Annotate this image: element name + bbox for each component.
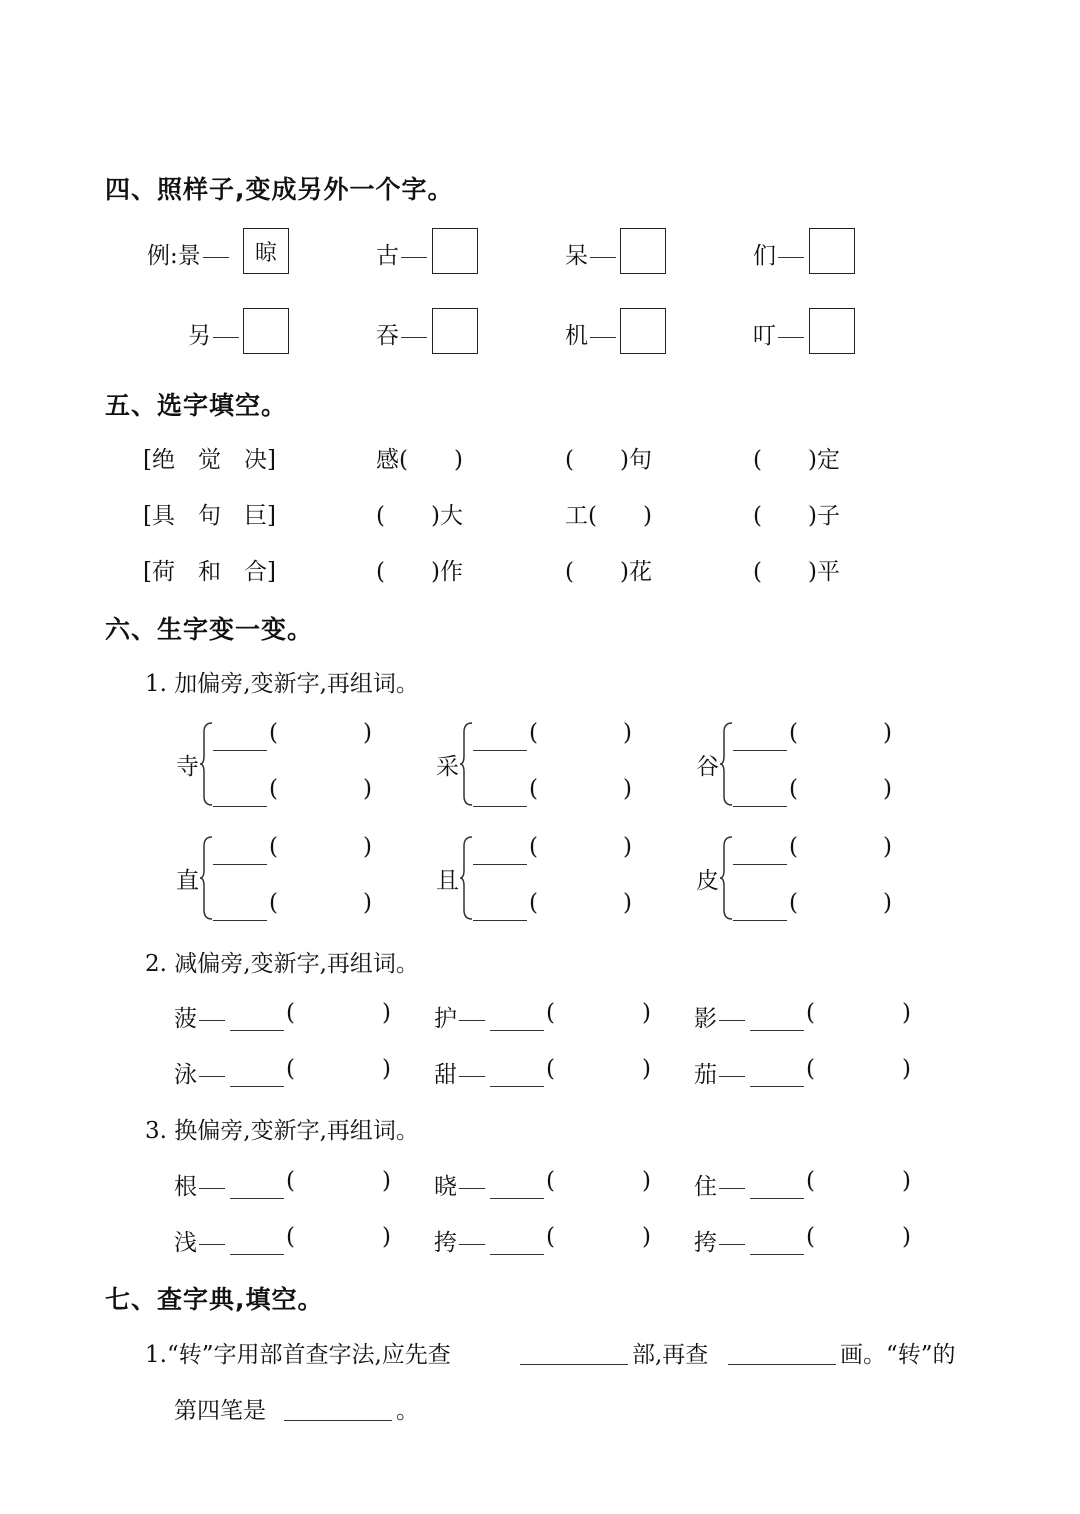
- paren-open: (: [546, 1224, 555, 1250]
- paren-close: ): [623, 890, 632, 916]
- char-group: [荷 和 合]: [143, 559, 276, 585]
- blank-line[interactable]: [230, 1198, 284, 1199]
- fill-blank[interactable]: ( )定: [753, 447, 840, 473]
- answer-box[interactable]: [432, 308, 478, 354]
- blank-line[interactable]: [230, 1086, 284, 1087]
- paren-open: (: [806, 1056, 815, 1082]
- blank-line[interactable]: [284, 1420, 392, 1421]
- paren-close: ): [642, 1056, 651, 1082]
- char-group: [绝 觉 决]: [143, 447, 276, 473]
- base-char: 泳: [174, 1056, 227, 1089]
- paren-open: (: [546, 1000, 555, 1026]
- paren-close: ): [623, 776, 632, 802]
- base-char: 直: [176, 868, 199, 894]
- paren-open: (: [529, 890, 538, 916]
- blank-line[interactable]: [728, 1364, 836, 1365]
- paren-close: ): [883, 720, 892, 746]
- blank-line[interactable]: [213, 920, 267, 921]
- paren-close: ): [382, 1168, 391, 1194]
- q1-text-e: 。: [396, 1398, 419, 1424]
- blank-line[interactable]: [733, 920, 787, 921]
- s4-item: 叮: [753, 317, 806, 350]
- paren-close: ): [363, 890, 372, 916]
- section-5-title: 五、选字填空。: [105, 391, 288, 420]
- blank-line[interactable]: [750, 1254, 804, 1255]
- section-6-title: 六、生字变一变。: [105, 615, 314, 644]
- paren-open: (: [789, 720, 798, 746]
- base-char: 挎: [434, 1224, 487, 1257]
- s4-item: 机: [565, 317, 618, 350]
- blank-line[interactable]: [733, 864, 787, 865]
- blank-line[interactable]: [520, 1364, 628, 1365]
- paren-close: ): [883, 890, 892, 916]
- fill-blank[interactable]: ( )句: [565, 447, 652, 473]
- blank-line[interactable]: [213, 806, 267, 807]
- paren-close: ): [363, 776, 372, 802]
- base-char: 护: [434, 1000, 487, 1033]
- brace-icon: [720, 722, 734, 806]
- fill-blank[interactable]: ( )平: [753, 559, 840, 585]
- brace-icon: [460, 836, 474, 920]
- base-char: 且: [436, 868, 459, 894]
- base-char: 谷: [696, 754, 719, 780]
- paren-close: ): [363, 834, 372, 860]
- fill-blank[interactable]: ( )花: [565, 559, 652, 585]
- example-char: 例:景: [147, 243, 201, 269]
- paren-close: ): [883, 776, 892, 802]
- fill-blank[interactable]: ( )作: [376, 559, 463, 585]
- q1-text-b: 部,再查: [632, 1342, 709, 1368]
- paren-close: ): [382, 1224, 391, 1250]
- base-char: 影: [694, 1000, 747, 1033]
- brace-icon: [200, 722, 214, 806]
- base-char: 菠: [174, 1000, 227, 1033]
- paren-open: (: [789, 834, 798, 860]
- paren-open: (: [269, 720, 278, 746]
- sub-question-2: 2. 减偏旁,变新字,再组词。: [145, 951, 419, 977]
- blank-line[interactable]: [490, 1254, 544, 1255]
- answer-box[interactable]: [809, 308, 855, 354]
- paren-open: (: [269, 834, 278, 860]
- fill-blank[interactable]: 感( ): [376, 447, 463, 473]
- blank-line[interactable]: [733, 750, 787, 751]
- blank-line[interactable]: [230, 1030, 284, 1031]
- answer-box[interactable]: [620, 228, 666, 274]
- paren-open: (: [789, 776, 798, 802]
- base-char: 挎: [694, 1224, 747, 1257]
- blank-line[interactable]: [230, 1254, 284, 1255]
- fill-blank[interactable]: ( )大: [376, 503, 463, 529]
- answer-box[interactable]: [243, 308, 289, 354]
- s4-item: 古: [376, 237, 429, 270]
- s4-item: 另: [188, 317, 241, 350]
- paren-close: ): [382, 1000, 391, 1026]
- paren-open: (: [286, 1056, 295, 1082]
- answer-box[interactable]: [432, 228, 478, 274]
- blank-line[interactable]: [213, 750, 267, 751]
- paren-close: ): [902, 1168, 911, 1194]
- paren-close: ): [382, 1056, 391, 1082]
- blank-line[interactable]: [490, 1086, 544, 1087]
- base-char: 住: [694, 1168, 747, 1201]
- blank-line[interactable]: [473, 806, 527, 807]
- section-4-title: 四、照样子,变成另外一个字。: [105, 175, 454, 204]
- base-char: 茄: [694, 1056, 747, 1089]
- base-char: 根: [174, 1168, 227, 1201]
- example-label: [147, 237, 231, 270]
- answer-box[interactable]: [809, 228, 855, 274]
- paren-open: (: [546, 1056, 555, 1082]
- base-char: 寺: [176, 754, 199, 780]
- paren-close: ): [363, 720, 372, 746]
- fill-blank[interactable]: ( )子: [753, 503, 840, 529]
- char-group: [具 句 巨]: [143, 503, 276, 529]
- blank-line[interactable]: [473, 864, 527, 865]
- blank-line[interactable]: [733, 806, 787, 807]
- paren-open: (: [806, 1000, 815, 1026]
- answer-box[interactable]: [620, 308, 666, 354]
- brace-icon: [200, 836, 214, 920]
- blank-line[interactable]: [750, 1086, 804, 1087]
- q1-text-a: 1.“转”字用部首查字法,应先查: [145, 1342, 451, 1368]
- paren-open: (: [269, 776, 278, 802]
- base-char: 采: [436, 754, 459, 780]
- brace-icon: [720, 836, 734, 920]
- blank-line[interactable]: [750, 1030, 804, 1031]
- paren-close: ): [623, 834, 632, 860]
- sub-question-3: 3. 换偏旁,变新字,再组词。: [145, 1118, 419, 1144]
- example-answer-box: 晾: [243, 228, 289, 274]
- paren-close: ): [902, 1224, 911, 1250]
- q1-text-d: 第四笔是: [174, 1398, 266, 1424]
- paren-open: (: [286, 1000, 295, 1026]
- blank-line[interactable]: [490, 1030, 544, 1031]
- sub-question-1: 1. 加偏旁,变新字,再组词。: [145, 671, 419, 697]
- paren-close: ): [642, 1224, 651, 1250]
- paren-close: ): [883, 834, 892, 860]
- base-char: 浅: [174, 1224, 227, 1257]
- paren-close: ): [642, 1000, 651, 1026]
- paren-open: (: [529, 720, 538, 746]
- s4-item: 们: [753, 237, 806, 270]
- paren-open: (: [529, 776, 538, 802]
- fill-blank[interactable]: 工( ): [565, 503, 652, 529]
- blank-line[interactable]: [473, 920, 527, 921]
- section-7-title: 七、查字典,填空。: [105, 1285, 324, 1314]
- paren-close: ): [902, 1056, 911, 1082]
- q1-text-c: 画。“转”的: [840, 1342, 956, 1368]
- paren-open: (: [806, 1224, 815, 1250]
- paren-open: (: [286, 1224, 295, 1250]
- brace-icon: [460, 722, 474, 806]
- paren-open: (: [286, 1168, 295, 1194]
- blank-line[interactable]: [490, 1198, 544, 1199]
- paren-close: ): [642, 1168, 651, 1194]
- blank-line[interactable]: [213, 864, 267, 865]
- paren-open: (: [269, 890, 278, 916]
- s4-item: 吞: [376, 317, 429, 350]
- base-char: 甜: [434, 1056, 487, 1089]
- base-char: 晓: [434, 1168, 487, 1201]
- paren-close: ): [623, 720, 632, 746]
- base-char: 皮: [696, 868, 719, 894]
- paren-open: (: [806, 1168, 815, 1194]
- paren-open: (: [546, 1168, 555, 1194]
- s4-item: 呆: [565, 237, 618, 270]
- blank-line[interactable]: [473, 750, 527, 751]
- paren-close: ): [902, 1000, 911, 1026]
- blank-line[interactable]: [750, 1198, 804, 1199]
- paren-open: (: [529, 834, 538, 860]
- paren-open: (: [789, 890, 798, 916]
